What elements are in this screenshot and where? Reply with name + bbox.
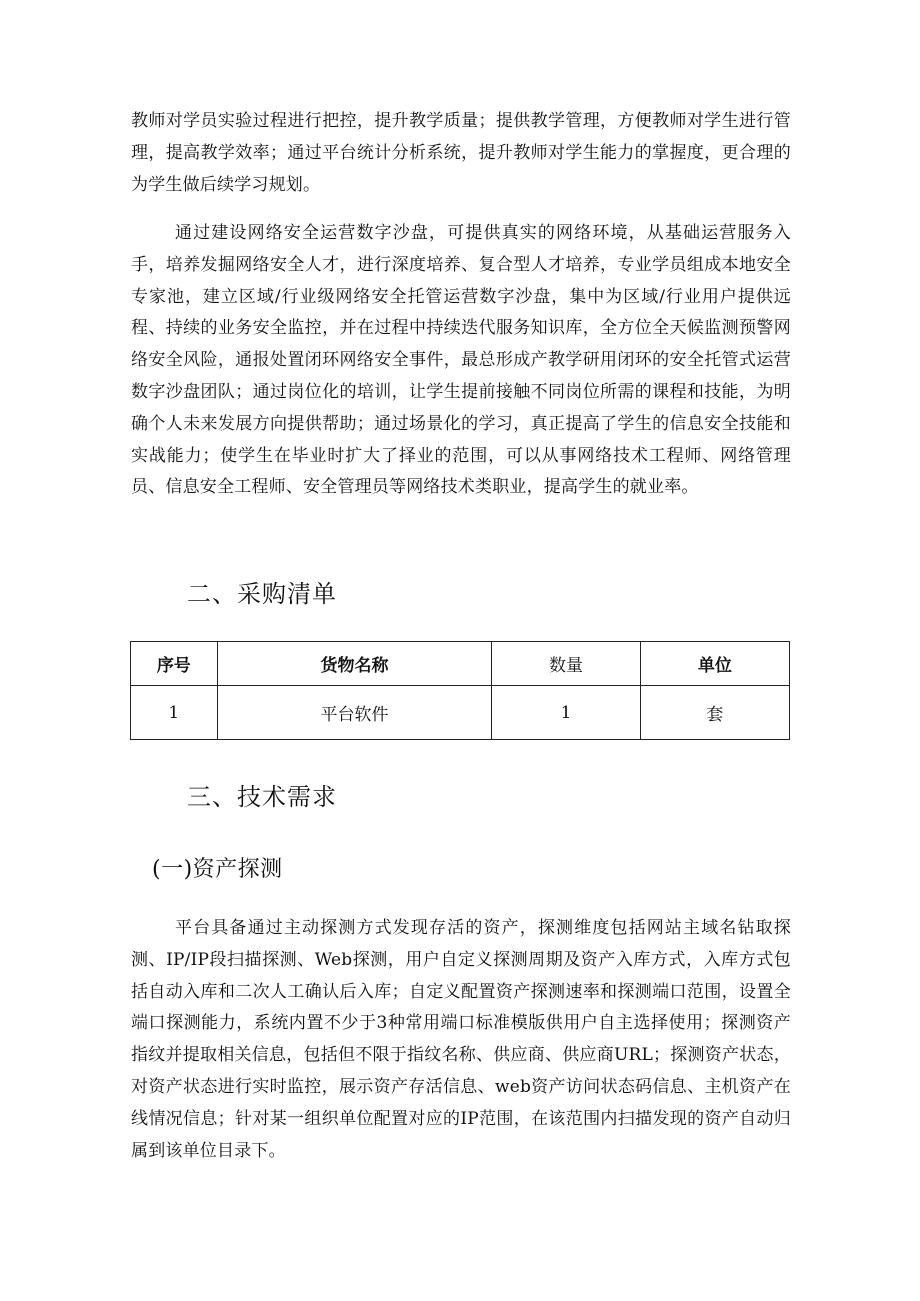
header-unit: 单位 [640,642,789,686]
sandbox-description-paragraph: 通过建设网络安全运营数字沙盘，可提供真实的网络环境，从基础运营服务入手，培养发掘网络安全人才，进行深度培养、复合型人才培养，专业学员组成本地安全专家池，建立区域/行业级网络安全托管运营数字沙盘，集中为区域/行业用户提供远程、持续的业务安全监控，并在过程中持续迭代服务知识库，全方位全天候监测预警网络安全风险，通报处置闭环网络安全事件，最总形成产教学研用闭环的安全托管式运营数字沙盘团队；通过岗位化的培训，让学生提前接触不同岗位所需的课程和技能，为明确个人未来发展方向提供帮助；通过场景化的学习，真正提高了学生的信息安全技能和实战能力；使学生在毕业时扩大了择业的范围，可以从事网络技术工程师、网络管理员、信息安全工程师、安全管理员等网络技术类职业，提高学生的就业率。 [131,223,791,498]
table-header-row [131,642,790,686]
cell-serial-number: 1 [131,686,218,740]
header-serial-number: 序号 [131,642,218,686]
procurement-table [130,641,790,740]
asset-detection-paragraph: 平台具备通过主动探测方式发现存活的资产，探测维度包括网站主域名钻取探测、IP/IP段扫描探测、Web探测，用户自定义探测周期及资产入库方式，入库方式包括自动入库和二次人工确认后入库；自定义配置资产探测速率和探测端口范围，设置全端口探测能力，系统内置不少于3种常用端口标准模版供用户自主选择使用；探测资产指纹并提取相关信息，包括但不限于指纹名称、供应商、供应商URL；探测资产状态，对资产状态进行实时监控，展示资产存活信息、web资产访问状态码信息、主机资产在线情况信息；针对某一组织单位配置对应的IP范围，在该范围内扫描发现的资产自动归属到该单位目录下。 [131,918,791,1161]
header-quantity: 数量 [492,642,640,686]
intro-continuation-paragraph: 教师对学员实验过程进行把控，提升教学质量；提供教学管理，方便教师对学生进行管理，提高教学效率；通过平台统计分析系统，提升教师对学生能力的掌握度，更合理的为学生做后续学习规划。 [131,111,791,195]
cell-unit: 套 [640,686,789,740]
table-row [131,686,790,740]
technical-requirements-heading: 三、技术需求 [187,783,337,811]
header-goods-name: 货物名称 [217,642,492,686]
cell-goods-name: 平台软件 [217,686,492,740]
cell-quantity: 1 [492,686,640,740]
asset-detection-subheading: (一)资产探测 [152,857,283,882]
procurement-list-heading: 二、采购清单 [187,580,337,608]
